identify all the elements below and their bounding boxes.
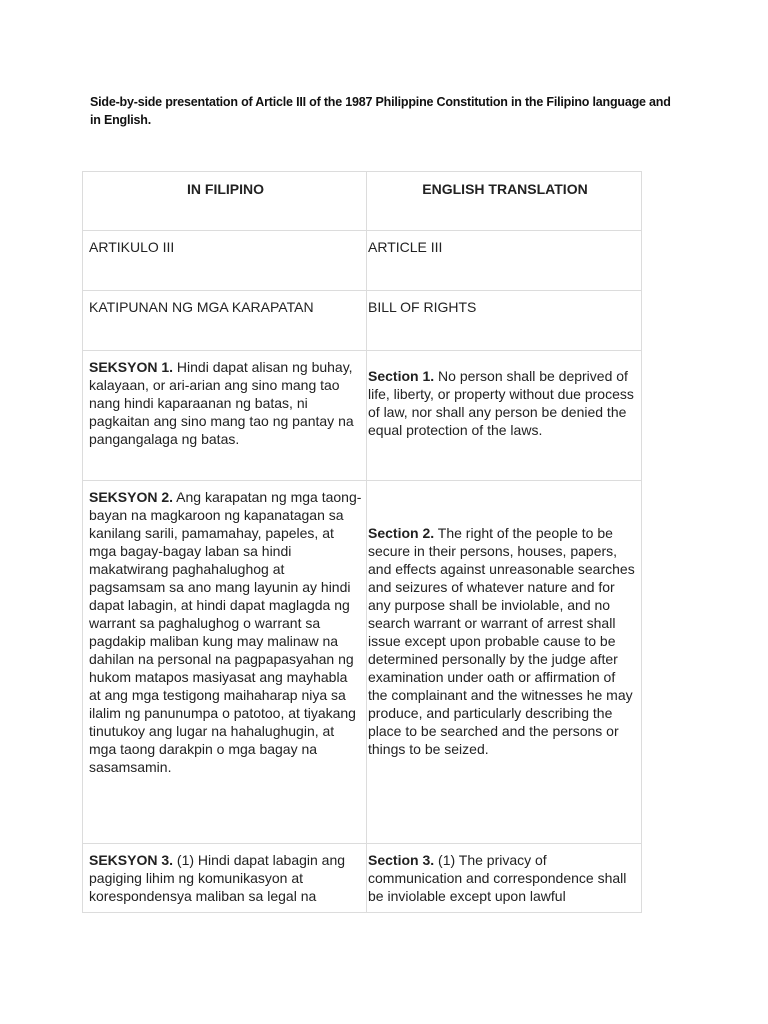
cell-text: ARTICLE III	[368, 239, 443, 255]
header-filipino: IN FILIPINO	[83, 172, 367, 231]
cell-text: ARTIKULO III	[89, 239, 175, 255]
table-row	[83, 351, 642, 481]
cell-filipino	[83, 231, 367, 291]
table-row	[83, 481, 642, 844]
section-text: No person shall be deprived of life, liberty, or property without due process of law, nor shall any person be denied the equal protection of the laws.	[368, 368, 634, 438]
section-heading: Section 2.	[368, 525, 435, 541]
table-header-row	[83, 172, 642, 231]
cell-filipino	[83, 351, 367, 481]
cell-english	[367, 351, 642, 481]
document-intro: Side-by-side presentation of Article III of the 1987 Philippine Constitution in the Filipino language and in English.	[90, 95, 671, 127]
section-heading: SEKSYON 3.	[89, 852, 174, 868]
section-heading: SEKSYON 2.	[89, 489, 174, 505]
cell-english	[367, 291, 642, 351]
section-text: (1) Hindi dapat labagin ang pagiging lihim ng komunikasyon at korespondensya maliban sa legal na	[89, 852, 346, 904]
header-english: ENGLISH TRANSLATION	[367, 172, 642, 231]
table-row	[83, 291, 642, 351]
table-row	[83, 844, 642, 913]
cell-filipino	[83, 291, 367, 351]
cell-text: KATIPUNAN NG MGA KARAPATAN	[89, 299, 314, 315]
section-heading: Section 1.	[368, 368, 435, 384]
section-text: Ang karapatan ng mga taong-bayan na magkaroon ng kapanatagan sa kanilang sarili, pamamahay, papeles, at mga bagay-bagay laban sa hindi makatwirang paghahalughog at pagsamsam sa ano mang layunin ay hindi dapat labagin, at hindi dapat maglagda ng warrant sa paghalughog o warrant sa pagdakip maliban kung may malinaw na dahilan na personal na pagpapasyahan ng hukom matapos masiyasat ang mayhabla at ang mga testigong maihaharap niya sa ilalim ng panunumpa o patotoo, at tiyakang tinutukoy ang lugar na hahalughugin, at mga taong darakpin o mga bagay na sasamsamin.	[89, 489, 362, 775]
section-heading: SEKSYON 1.	[89, 359, 174, 375]
cell-filipino	[83, 844, 367, 913]
section-text: Hindi dapat alisan ng buhay, kalayaan, or ari-arian ang sino mang tao nang hindi kaparaanan ng batas, ni pagkaitan ang sino mang tao ng pantay na pangangalaga ng batas.	[89, 359, 354, 447]
cell-filipino	[83, 481, 367, 844]
article-iii-comparison-table	[82, 171, 642, 913]
cell-text: BILL OF RIGHTS	[368, 299, 477, 315]
cell-english	[367, 231, 642, 291]
section-text: The right of the people to be secure in their persons, houses, papers, and effects against unreasonable searches and seizures of whatever nature and for any purpose shall be inviolable, and no search warrant or warrant of arrest shall issue except upon probable cause to be determined personally by the judge after examination under oath or affirmation of the complainant and the witnesses he may produce, and particularly describing the place to be searched and the persons or things to be seized.	[368, 525, 635, 757]
cell-english	[367, 481, 642, 844]
section-text: (1) The privacy of communication and correspondence shall be inviolable except upon lawful	[368, 852, 627, 904]
table-row	[83, 231, 642, 291]
cell-english	[367, 844, 642, 913]
section-heading: Section 3.	[368, 852, 435, 868]
